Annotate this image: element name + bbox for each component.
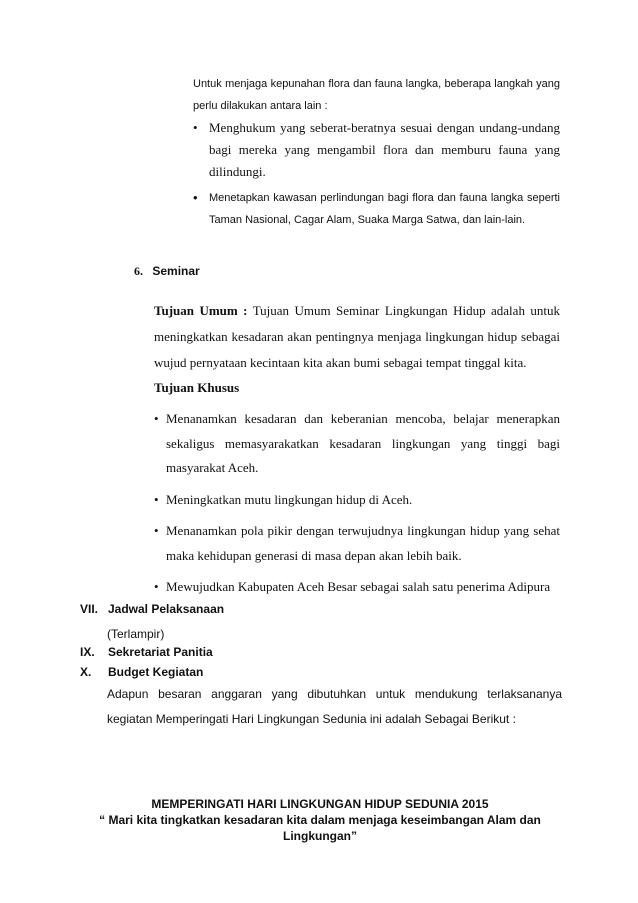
list-item bbox=[193, 187, 560, 231]
footer-slogan: “ Mari kita tingkatkan kesadaran kita dalam menjaga keseimbangan Alam dan Lingkungan” bbox=[99, 813, 541, 843]
section-number: VII. bbox=[80, 602, 99, 616]
intro-paragraph: Untuk menjaga kepunahan flora dan fauna langka, beberapa langkah yang perlu dilakukan antara lain : bbox=[193, 78, 560, 112]
list-item-text: Menetapkan kawasan perlindungan bagi flora dan fauna langka seperti Taman Nasional, Cagar Alam, Suaka Marga Satwa, dan lain-lain. bbox=[209, 192, 560, 226]
bullet-icon: • bbox=[154, 579, 159, 594]
section-title: Budget Kegiatan bbox=[108, 665, 204, 679]
list-item bbox=[154, 488, 560, 513]
bullet-icon: • bbox=[154, 523, 159, 538]
list-item bbox=[193, 117, 560, 183]
bullet-icon: • bbox=[193, 120, 198, 135]
footer-title: MEMPERINGATI HARI LINGKUNGAN HIDUP SEDUNIA 2015 bbox=[151, 797, 489, 811]
section-number: X. bbox=[80, 665, 92, 679]
section-heading-vii bbox=[80, 602, 224, 616]
list-item bbox=[154, 519, 560, 568]
bullet-icon: • bbox=[193, 190, 198, 205]
section-title: Sekretariat Panitia bbox=[108, 645, 213, 659]
section-title: Jadwal Pelaksanaan bbox=[108, 602, 225, 616]
section-heading-ix bbox=[80, 645, 213, 659]
list-item-text: Menanamkan kesadaran dan keberanian mencoba, belajar menerapkan sekaligus memasyarakatkan kesadaran lingkungan yang tinggi bagi masyarakat Aceh. bbox=[166, 411, 560, 475]
page-footer bbox=[80, 796, 560, 844]
list-item bbox=[154, 407, 560, 481]
section-heading-seminar bbox=[134, 264, 200, 279]
list-item bbox=[154, 575, 560, 600]
list-item-text: Mewujudkan Kabupaten Aceh Besar sebagai salah satu penerima Adipura bbox=[166, 579, 551, 594]
section-title: Seminar bbox=[152, 264, 200, 278]
budget-paragraph: Adapun besaran anggaran yang dibutuhkan untuk mendukung terlaksananya kegiatan Memperingati Hari Lingkungan Sedunia ini adalah Sebagai Berikut : bbox=[107, 687, 562, 726]
tujuan-umum-label: Tujuan Umum : bbox=[154, 303, 248, 318]
list-item-text: Menghukum yang seberat-beratnya sesuai dengan undang-undang bagi mereka yang mengambil flora dan memburu fauna yang dilindungi. bbox=[209, 120, 560, 179]
bullet-icon: • bbox=[154, 411, 159, 426]
list-item-text: Menanamkan pola pikir dengan terwujudnya lingkungan hidup yang sehat maka kehidupan generasi di masa depan akan lebih baik. bbox=[166, 523, 560, 563]
measures-list bbox=[193, 117, 560, 231]
section-number: 6. bbox=[134, 264, 143, 278]
tujuan-umum-text: Tujuan Umum Seminar Lingkungan Hidup adalah untuk meningkatkan kesadaran akan pentingnya menjaga lingkungan hidup sebagai wujud pernyataan kecintaan kita akan bumi sebagai tempat tinggal kita. bbox=[154, 303, 560, 370]
schedule-note: (Terlampir) bbox=[107, 627, 165, 641]
bullet-icon: • bbox=[154, 491, 159, 507]
tujuan-khusus-list bbox=[154, 407, 560, 607]
section-heading-x bbox=[80, 665, 203, 679]
tujuan-umum-paragraph bbox=[154, 298, 560, 376]
section-number: IX. bbox=[80, 645, 95, 659]
tujuan-khusus-heading: Tujuan Khusus bbox=[154, 380, 240, 395]
list-item-text: Meningkatkan mutu lingkungan hidup di Aceh. bbox=[166, 491, 413, 507]
